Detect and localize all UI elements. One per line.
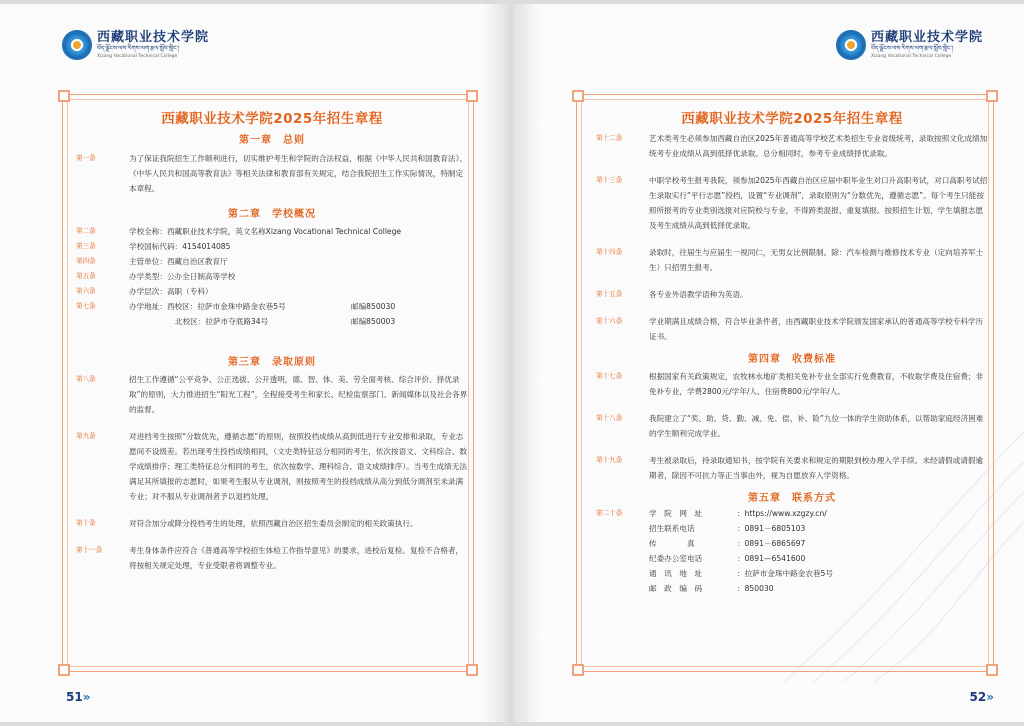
- contact-row-admission-phone: [649, 521, 988, 536]
- campus-north-postcode: 邮编850003: [351, 317, 396, 326]
- article-number: 第一条: [76, 154, 96, 162]
- frame-corner: [466, 664, 478, 676]
- article-3: [76, 239, 468, 254]
- frame-corner: [986, 90, 998, 102]
- article-number: 第三条: [76, 242, 96, 250]
- article-text: 办学类型：公办全日制高等学校: [129, 272, 236, 281]
- article-number: 第八条: [76, 375, 96, 383]
- article-4: [76, 254, 468, 269]
- contact-value: ：拉萨市金珠中路金农巷5号: [737, 569, 833, 578]
- school-name-en: Xizang Vocational Technical College: [97, 53, 178, 59]
- campus-west-postcode: 邮编850030: [351, 302, 396, 311]
- school-name-cn: 西藏职业技术学院: [97, 29, 210, 45]
- article-text: 招生工作遵循“公平竞争、公正选拔、公开透明，德、智、体、美、劳全面考核、综合评价、择优录取”的原则，大力推进招生“阳光工程”，全程接受考生和家长、纪检监察部门、新闻媒体以及社会各界的监督。: [129, 375, 468, 414]
- contact-list: [649, 506, 988, 596]
- article-text: 考生被录取后，持录取通知书，按学院有关要求和规定的期限到校办理入学手续。未经请假或请假逾期者，除因不可抗力等正当事由外，视为自愿放弃入学资格。: [649, 456, 984, 480]
- contact-label: 通 讯 地 址: [649, 569, 703, 578]
- contact-label: 传 真: [649, 539, 695, 548]
- article-number: 第十五条: [596, 290, 623, 298]
- article-text: 学业期满且成绩合格，符合毕业条件者，由西藏职业技术学院颁发国家承认的普通高等学校专科学历证书。: [649, 317, 984, 341]
- article-number: 第十条: [76, 519, 96, 527]
- contact-label: 招生联系电话: [649, 524, 695, 533]
- school-logo-icon: [62, 30, 92, 60]
- article-text: 录取时，往届生与应届生一视同仁，无男女比例限制。除：汽车检测与维修技术专业（定向培养军士生）只招男生报考。: [649, 248, 984, 272]
- article-text: 学校国标代码：4154014085: [129, 242, 231, 251]
- article-15: [596, 287, 988, 302]
- contact-row-address: [649, 566, 988, 581]
- contact-row-fax: [649, 536, 988, 551]
- article-number: 第六条: [76, 287, 96, 295]
- article-text: 考生身体条件应符合《普通高等学校招生体检工作指导意见》的要求，进校后复检。复检不合格者，将按相关规定处理，专业受限者将调整专业。: [129, 546, 464, 570]
- frame-corner: [572, 90, 584, 102]
- campus-west-address: 办学地址：西校区：拉萨市金珠中路金农巷5号: [129, 302, 286, 311]
- article-text: 为了保证我院招生工作顺利进行，切实维护考生和学院的合法权益，根据《中华人民共和国教育法》、《中华人民共和国高等教育法》等相关法律和教育部有关规定，结合我院招生工作实际情况，特制定本章程。: [129, 154, 467, 193]
- frame-corner: [58, 664, 70, 676]
- school-header: [836, 30, 983, 60]
- article-number: 第十一条: [76, 546, 103, 554]
- article-text: 各专业外语教学语种为英语。: [649, 290, 748, 299]
- school-name-tb: བོད་ལྗོངས་ལས་རིགས་ལག་རྩལ་སློབ་གླིང་།: [871, 44, 954, 52]
- article-text: [129, 299, 468, 329]
- article-14: [596, 245, 988, 275]
- article-17: [596, 369, 988, 399]
- contact-label: 纪委办公室电话: [649, 554, 703, 563]
- article-10: [76, 516, 468, 531]
- document-title: 西藏职业技术学院2025年招生章程: [161, 111, 383, 127]
- article-6: [76, 284, 468, 299]
- contact-value: ：0891—6541600: [737, 554, 806, 563]
- article-20: [596, 506, 988, 596]
- article-number: 第十三条: [596, 176, 623, 184]
- article-18: [596, 411, 988, 441]
- page-number: [66, 690, 90, 704]
- double-chevron-right-icon: »: [986, 690, 994, 704]
- gutter-shadow: [482, 4, 508, 722]
- chapter-4-title: 第四章 收费标准: [748, 354, 836, 365]
- article-11: [76, 543, 468, 573]
- article-text: 根据国家有关政策规定，农牧林水地矿类相关免补专业全部实行免费教育，不收取学费及住宿费；非免补专业，学费2800元/学年/人、住宿费800元/学年/人。: [649, 372, 984, 396]
- article-number: 第九条: [76, 432, 96, 440]
- article-text: 主管单位：西藏自治区教育厅: [129, 257, 228, 266]
- right-content: [596, 104, 988, 596]
- frame-corner: [572, 664, 584, 676]
- article-1: [76, 151, 468, 196]
- article-text: 对符合加分或降分投档考生的处理，依照西藏自治区招生委员会制定的相关政策执行。: [129, 519, 418, 528]
- article-text: 学校全称：西藏职业技术学院，英文名称Xizang Vocational Technical College: [129, 227, 402, 236]
- article-number: 第七条: [76, 302, 96, 310]
- article-13: [596, 173, 988, 233]
- article-number: 第二条: [76, 227, 96, 235]
- article-number: 第十九条: [596, 456, 623, 464]
- article-7: [76, 299, 468, 329]
- school-logo-text: [871, 31, 983, 60]
- article-number: 第十七条: [596, 372, 623, 380]
- school-header: [62, 30, 209, 60]
- school-logo-icon: [836, 30, 866, 60]
- article-text: 艺术类考生必须参加西藏自治区2025年普通高等学校艺术类招生专业省级统考，录取按照文化成绩加统考专业成绩从高到低择优录取。总分相同时，参考专业成绩择优录取。: [649, 134, 988, 158]
- document-title: 西藏职业技术学院2025年招生章程: [681, 111, 903, 127]
- school-name-cn: 西藏职业技术学院: [871, 29, 984, 45]
- school-name-tb: བོད་ལྗོངས་ལས་རིགས་ལག་རྩལ་སློབ་གླིང་།: [97, 44, 180, 52]
- school-name-en: Xizang Vocational Technical College: [871, 53, 952, 59]
- article-number: 第四条: [76, 257, 96, 265]
- contact-value: ：https://www.xzgzy.cn/: [737, 509, 827, 518]
- chapter-1-title: 第一章 总则: [239, 135, 305, 146]
- double-chevron-right-icon: »: [82, 690, 91, 704]
- article-number: 第五条: [76, 272, 96, 280]
- contact-label: 邮 政 编 码: [649, 584, 703, 593]
- article-number: 第十二条: [596, 134, 623, 142]
- article-text: 对进档考生按照“分数优先，遵循志愿”的原则，按照投档成绩从高到低进行专业安排和录取，专业志愿间不设级差。若出现考生投档成绩相同，（文史类特征总分相同的考生，依次按语文、文科综合、数学成绩排序；理工类特征总分相同的考生，依次按数学、理科综合、语文成绩排序）。当考生成绩无法满足其所填报的志愿时，如果考生服从专业调剂，则按照考生的投档成绩从高分到低分调剂至未录满专业；对不服从专业调剂者予以退档处理。: [129, 432, 467, 501]
- left-content: [76, 104, 468, 573]
- school-logo-text: [97, 31, 209, 60]
- article-number: 第十六条: [596, 317, 623, 325]
- article-text: 中职学校考生报考我院，须参加2025年西藏自治区应届中职毕业生对口升高职考试，对口高职考试招生录取实行“平行志愿”投档，设置“专业调剂”，录取原则为“分数优先，遵循志愿”。每个考生只能按照所报考的专业类别选报对应院校与专业，不得跨类混报、重复填报。按照招生计划、学生填报志愿及考生成绩从高到低择优录取。: [649, 176, 988, 230]
- contact-value: ：0891－6805103: [737, 524, 806, 533]
- contact-value: ：0891－6865697: [737, 539, 806, 548]
- contact-value: ：850030: [737, 584, 774, 593]
- contact-row-website: [649, 506, 988, 521]
- chapter-3-title: 第三章 录取原则: [228, 357, 316, 368]
- article-5: [76, 269, 468, 284]
- article-2: [76, 224, 468, 239]
- article-number: 第二十条: [596, 509, 623, 517]
- article-text: 办学层次：高职（专科）: [129, 287, 213, 296]
- article-19: [596, 453, 988, 483]
- article-16: [596, 314, 988, 344]
- article-text: 我院建立了“奖、助、贷、勤、减、免、偿、补、险”九位一体的学生资助体系，以帮助家庭经济困难的学生顺利完成学业。: [649, 414, 984, 438]
- contact-row-discipline-phone: [649, 551, 988, 566]
- left-page: [0, 4, 508, 722]
- frame-corner: [58, 90, 70, 102]
- frame-corner: [986, 664, 998, 676]
- page-number-value: 52: [969, 690, 987, 704]
- chapter-2-title: 第二章 学校概况: [228, 209, 316, 220]
- article-12: [596, 131, 988, 161]
- contact-label: 学 院 网 址: [649, 509, 703, 518]
- article-number: 第十八条: [596, 414, 623, 422]
- article-number: 第十四条: [596, 248, 623, 256]
- article-9: [76, 429, 468, 504]
- frame-corner: [466, 90, 478, 102]
- gutter-shadow: [514, 4, 540, 722]
- page-number-value: 51: [66, 690, 83, 704]
- chapter-5-title: 第五章 联系方式: [748, 493, 836, 504]
- right-page: [514, 4, 1024, 722]
- page-number: [970, 690, 994, 704]
- campus-north-address: 北校区：拉萨市夺底路34号: [175, 317, 269, 326]
- article-8: [76, 372, 468, 417]
- contact-row-postcode: [649, 581, 988, 596]
